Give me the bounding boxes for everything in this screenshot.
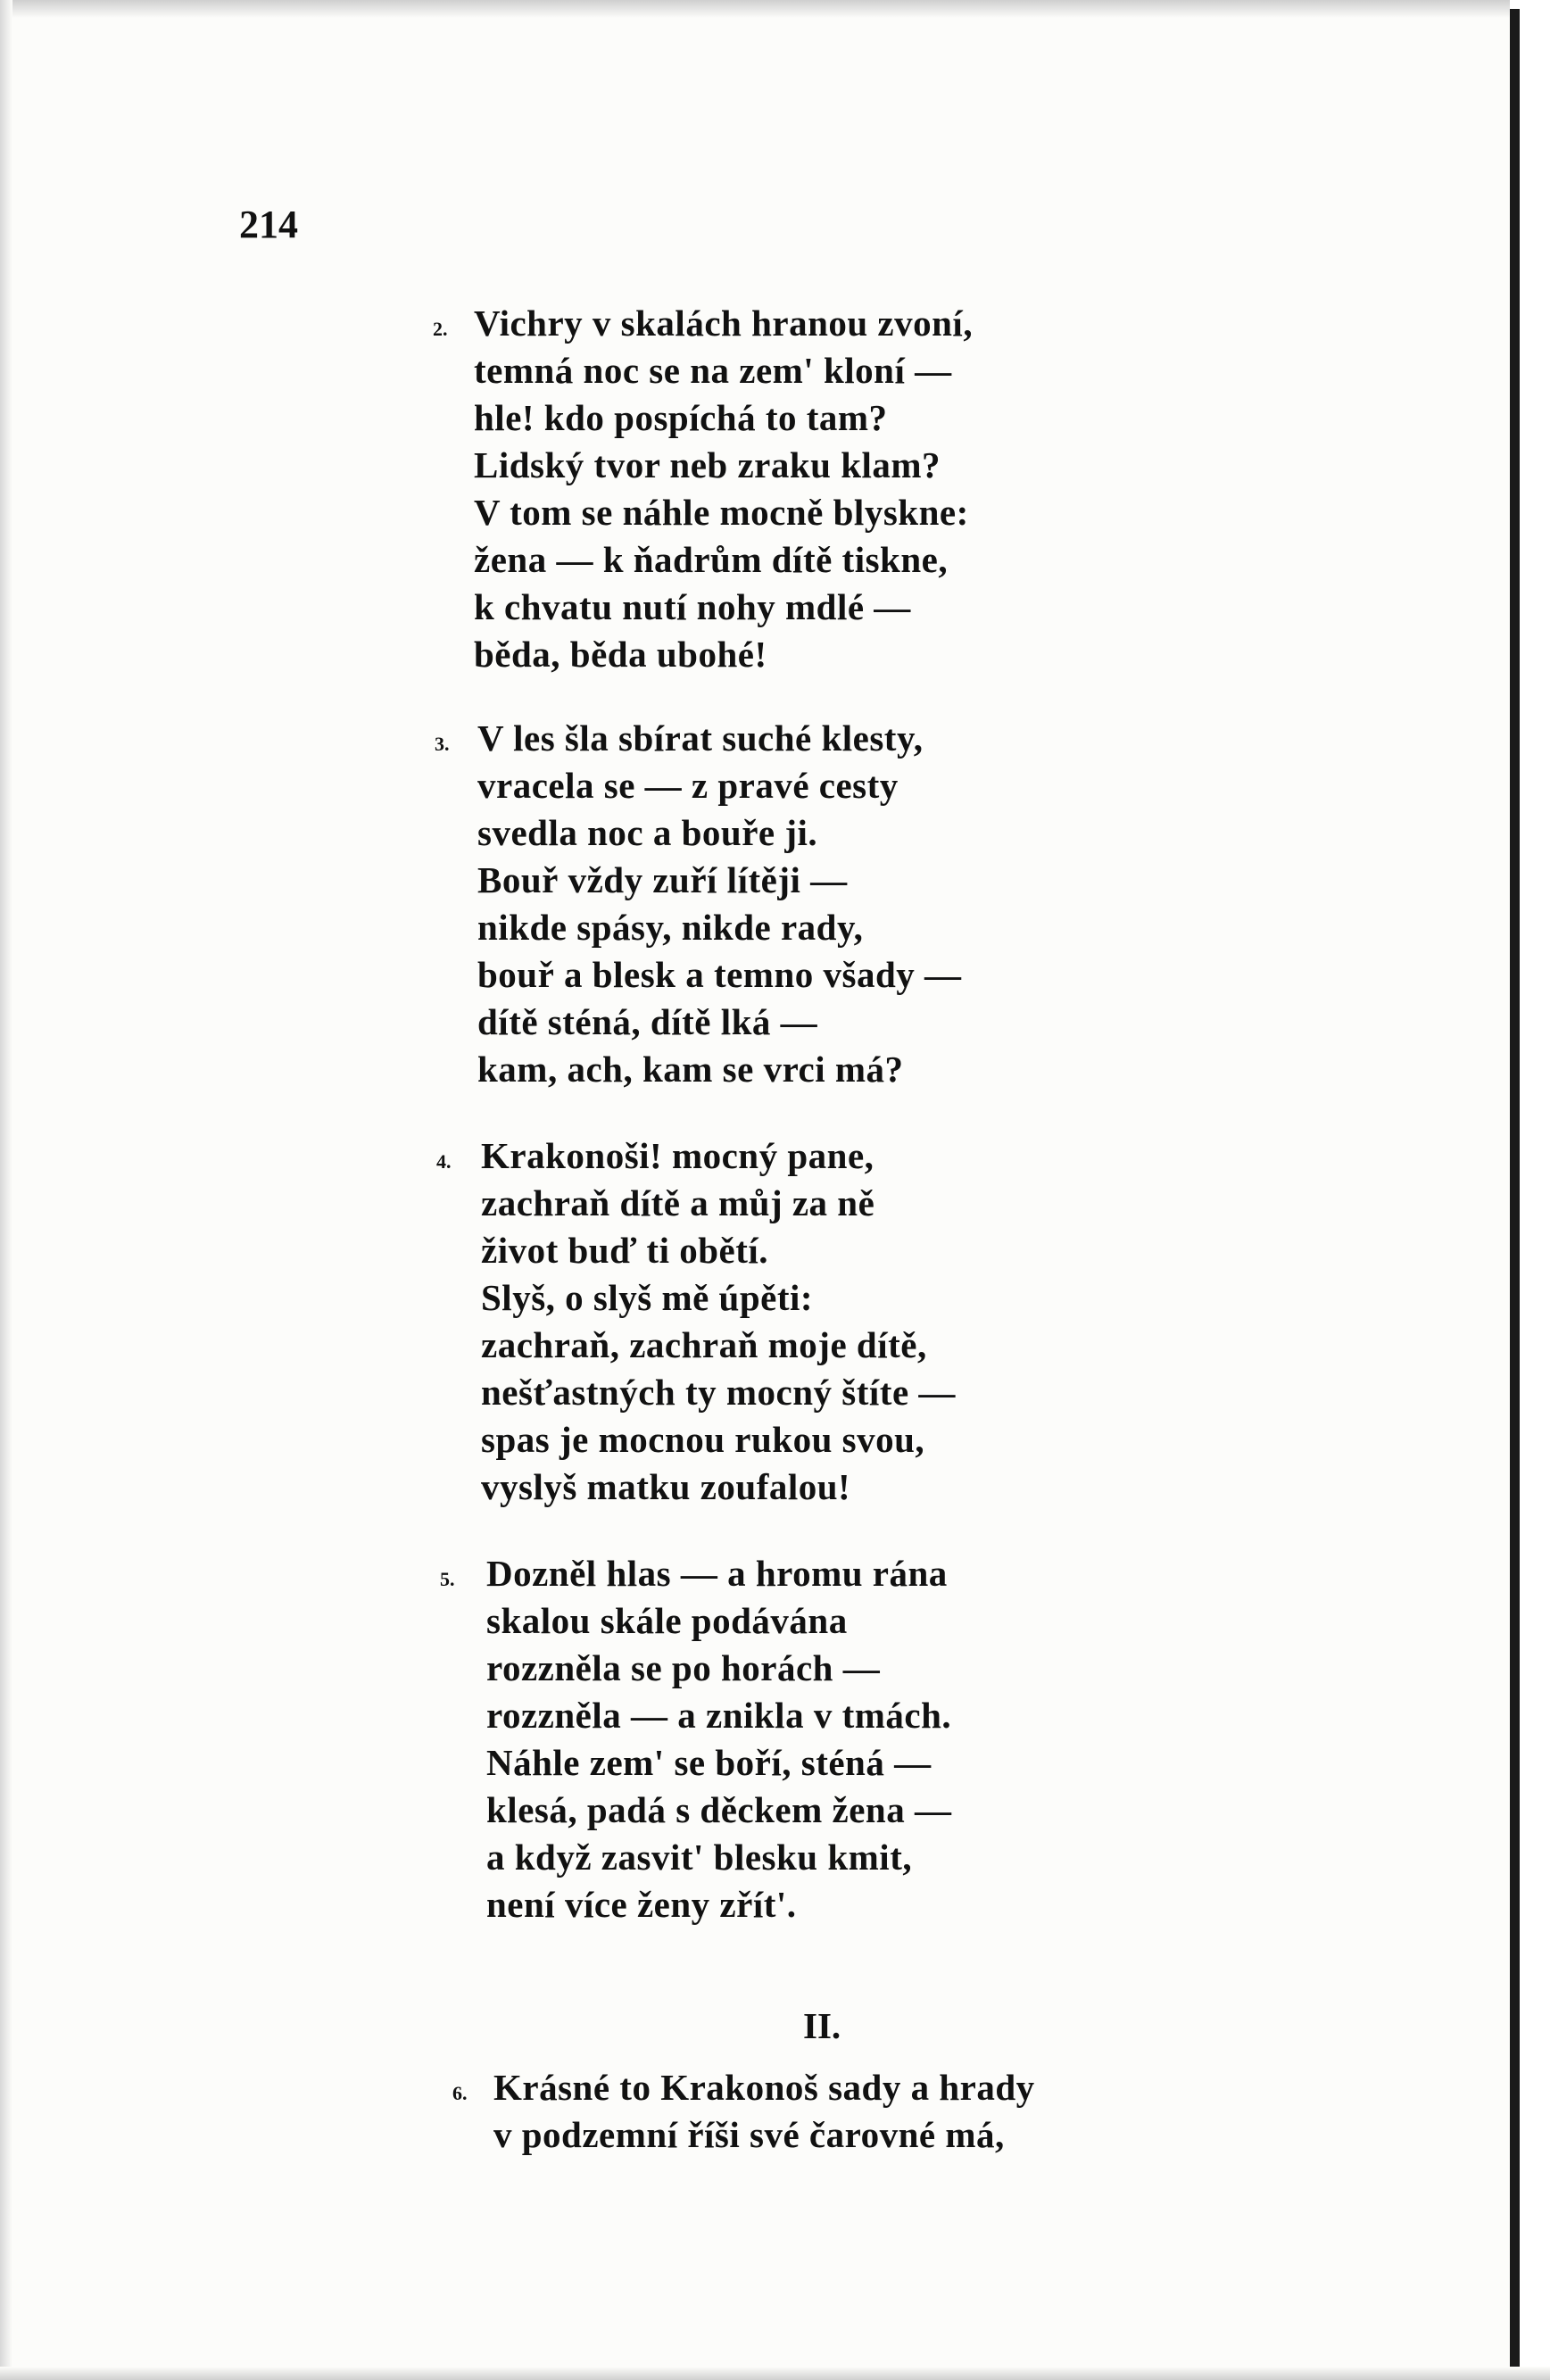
verse-line: k chvatu nutí nohy mdlé — [474,586,911,627]
page-right-edge-line [1510,9,1520,2380]
verse-line: rozzněla — a znikla v tmách. [486,1695,952,1736]
verse-line: není více ženy zřít'. [486,1884,797,1925]
verse-line: Lidský tvor neb zraku klam? [474,444,941,485]
page-top-edge [0,0,1550,18]
verse-line: běda, běda ubohé! [474,634,767,675]
verse-line: Bouř vždy zuří lítěji — [477,859,848,900]
verse-line: žena — k ňadrům dítě tiskne, [474,539,949,580]
verse-line: zachraň dítě a můj za ně [481,1182,875,1223]
page-bottom-edge [0,2367,1550,2380]
verse-line: svedla noc a bouře ji. [477,812,818,853]
stanza-lines [477,715,962,1093]
verse-line: zachraň, zachraň moje dítě, [481,1324,927,1365]
verse-line: Krásné to Krakonoš sady a hrady [493,2067,1035,2108]
verse-line: kam, ach, kam se vrci má? [477,1049,904,1090]
verse-line: vracela se — z pravé cesty [477,765,899,806]
verse-line: V tom se náhle mocně blyskne: [474,492,969,533]
verse-line: život buď ti obětí. [481,1230,769,1271]
section-heading: II. [803,2005,841,2046]
verse-line: vyslyš matku zoufalou! [481,1466,851,1507]
verse-line: klesá, padá s děckem žena — [486,1789,952,1830]
verse-line: Vichry v skalách hranou zvoní, [474,303,974,344]
stanza-number: 4. [436,1150,452,1173]
verse-line: a když zasvit' blesku kmit, [486,1837,913,1878]
page-number: 214 [239,203,298,246]
verse-line: nešťastných ty mocný štíte — [481,1372,956,1413]
verse-line: rozzněla se po horách — [486,1647,881,1688]
stanza-number: 5. [440,1568,455,1590]
stanza-lines [493,2064,1035,2159]
verse-line: v podzemní říši své čarovné má, [493,2114,1005,2155]
verse-line: V les šla sbírat suché klesty, [477,717,924,759]
verse-line: hle! kdo pospíchá to tam? [474,397,888,438]
verse-line: dítě sténá, dítě lká — [477,1001,818,1042]
verse-line: Slyš, o slyš mě úpěti: [481,1277,814,1318]
verse-line: skalou skále podávána [486,1600,848,1641]
stanza-lines [474,300,973,678]
verse-line: Dozněl hlas — a hromu rána [486,1553,948,1594]
verse-line: temná noc se na zem' kloní — [474,350,952,391]
stanza-number: 3. [435,733,450,755]
stanza-lines [481,1132,956,1511]
verse-line: Krakonoši! mocný pane, [481,1135,874,1176]
stanza-number: 2. [433,318,448,340]
verse-line: spas je mocnou rukou svou, [481,1419,925,1460]
verse-line: bouř a blesk a temno všady — [477,954,962,995]
stanza-number: 6. [452,2082,468,2104]
verse-line: nikde spásy, nikde rady, [477,907,864,948]
page-left-edge [0,0,12,2380]
verse-line: Náhle zem' se boří, sténá — [486,1742,932,1783]
stanza-lines [486,1550,951,1928]
